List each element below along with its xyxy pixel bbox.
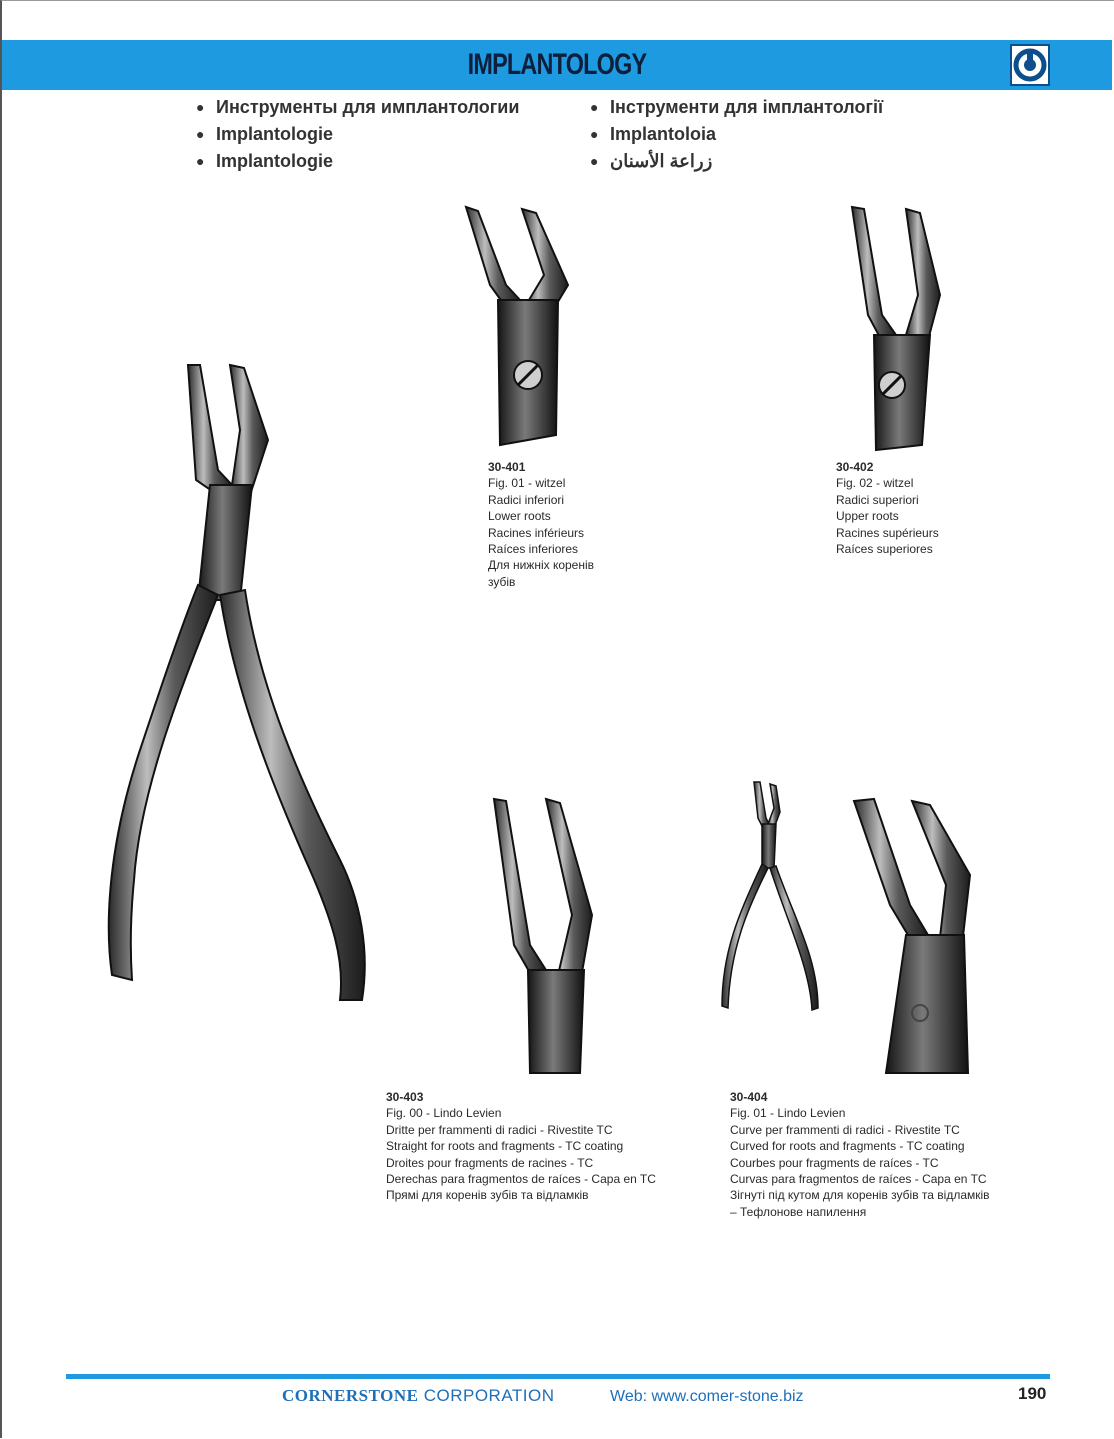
caption-line: Lower roots: [488, 509, 551, 524]
page-title: IMPLANTOLOGY: [467, 48, 647, 81]
caption-line: Зігнуті під кутом для коренів зубів та відламків: [730, 1188, 990, 1203]
list-item: ● Implantologie: [196, 151, 333, 171]
list-item: ● Инструменты для имплантологии: [196, 97, 520, 117]
product-code: 30-402: [836, 460, 874, 474]
list-item: ● زراعة الأسنان: [590, 151, 713, 171]
cornerstone-logo-icon: [1010, 44, 1050, 86]
caption-line: Racines inférieurs: [488, 525, 585, 540]
brand-name: CORNERSTONE: [282, 1386, 419, 1405]
page-number: 190: [1018, 1384, 1047, 1403]
product-code: 30-404: [730, 1090, 768, 1104]
caption-line: Curve per frammenti di radici - Rivestite TC: [730, 1122, 960, 1137]
caption-line: Upper roots: [836, 509, 899, 524]
caption-line: Raíces superiores: [836, 542, 933, 557]
forceps-30-404-small-image: [718, 778, 828, 1014]
caption-line: – Тефлонове напилення: [730, 1204, 867, 1219]
list-item: ● Implantologie: [196, 124, 333, 144]
footer-brand: [282, 1386, 555, 1406]
list-item: ● Інструменти для імплантології: [590, 97, 884, 117]
footer-website-link[interactable]: Web: www.comer-stone.biz: [610, 1388, 804, 1405]
caption-line: Прямі для коренів зубів та відламків: [386, 1188, 589, 1203]
forceps-30-402-image: [840, 205, 950, 455]
caption-line: зубів: [488, 574, 516, 589]
product-caption-30-401: [488, 459, 594, 590]
caption-line: Courbes pour fragments de raíces - TC: [730, 1155, 939, 1170]
caption-line: Fig. 01 - witzel: [488, 476, 566, 491]
forceps-large-image: [100, 360, 380, 1010]
product-caption-30-402: [836, 459, 939, 557]
caption-line: Curved for roots and fragments - TC coating: [730, 1139, 965, 1154]
caption-line: Derechas para fragmentos de raíces - Capa en TC: [386, 1172, 656, 1187]
caption-line: Curvas para fragmentos de raíces - Capa en TC: [730, 1172, 987, 1187]
caption-line: Dritte per frammenti di radici - Rivestite TC: [386, 1122, 613, 1137]
product-caption-30-403: [386, 1089, 656, 1204]
brand-suffix: CORPORATION: [418, 1386, 555, 1405]
caption-line: Droites pour fragments de racines - TC: [386, 1155, 594, 1170]
caption-line: Straight for roots and fragments - TC coating: [386, 1139, 624, 1154]
header-band: [2, 40, 1112, 90]
forceps-30-403-image: [488, 795, 608, 1075]
product-code: 30-401: [488, 460, 526, 474]
caption-line: Fig. 02 - witzel: [836, 476, 914, 491]
product-code: 30-403: [386, 1090, 424, 1104]
caption-line: Racines supérieurs: [836, 525, 939, 540]
forceps-30-404-detail-image: [850, 795, 975, 1075]
caption-line: Raíces inferiores: [488, 542, 579, 557]
forceps-30-401-image: [460, 205, 580, 455]
caption-line: Radici inferiori: [488, 492, 565, 507]
caption-line: Fig. 00 - Lindo Levien: [386, 1106, 502, 1121]
footer-divider: [66, 1374, 1050, 1379]
caption-line: Fig. 01 - Lindo Levien: [730, 1106, 846, 1121]
language-list-left: [196, 96, 519, 177]
language-list-right: [590, 96, 883, 177]
product-caption-30-404: [730, 1089, 990, 1220]
caption-line: Для нижніх коренів: [488, 558, 595, 573]
list-item: ● Implantoloia: [590, 124, 717, 144]
caption-line: Radici superiori: [836, 492, 919, 507]
